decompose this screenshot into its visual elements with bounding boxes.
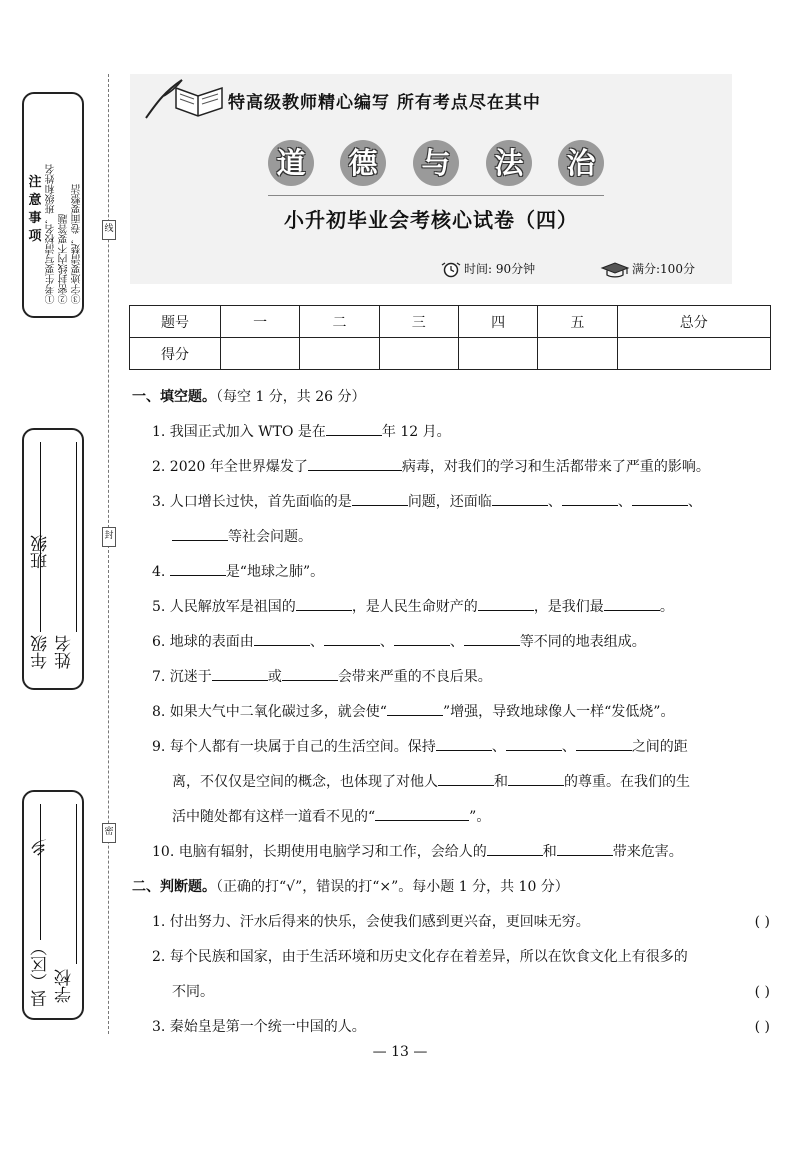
- question-text: 5. 人民解放军是祖国的: [152, 599, 296, 615]
- table-cell: 一: [221, 306, 300, 338]
- county-line[interactable]: [40, 804, 41, 940]
- answer-blank[interactable]: [478, 596, 534, 611]
- answer-blank[interactable]: [387, 701, 443, 716]
- question-text: 等不同的地表组成。: [519, 634, 646, 650]
- table-cell: 五: [538, 306, 617, 338]
- question-text: 会带来严重的不良后果。: [337, 669, 492, 685]
- question-text: 1. 付出努力、汗水后得来的快乐，会使我们感到更兴奋，更回味无穷。: [152, 914, 590, 930]
- section-judge-heading: [132, 870, 774, 905]
- answer-blank[interactable]: [172, 526, 228, 541]
- question-8: [132, 695, 774, 730]
- question-text: ，是我们最: [533, 599, 604, 615]
- table-cell: 三: [379, 306, 458, 338]
- clock-icon: [440, 262, 462, 278]
- separator: 、: [687, 494, 702, 510]
- question-text: 4.: [152, 564, 170, 580]
- answer-blank[interactable]: [506, 736, 562, 751]
- question-text: ，是人民生命财产的: [351, 599, 478, 615]
- class-label: 班级: [31, 535, 51, 569]
- cut-label-line: 线: [102, 220, 116, 240]
- header-slogan: 特高级教师精心编写 所有考点尽在其中: [228, 93, 541, 113]
- question-text: 离，不仅仅是空间的概念，也体现了对他人: [172, 774, 438, 790]
- grade-label: 年级: [31, 635, 51, 669]
- answer-blank[interactable]: [438, 771, 494, 786]
- table-row-score: [130, 338, 771, 370]
- name-line[interactable]: [76, 442, 77, 632]
- time-text: 时间: 90分钟: [464, 262, 536, 276]
- judge-question-3: [132, 1010, 774, 1045]
- question-text: 3. 秦始皇是第一个统一中国的人。: [152, 1019, 366, 1035]
- cut-label-seal: 封: [102, 527, 116, 547]
- question-text: 3. 人口增长过快，首先面临的是: [152, 494, 352, 510]
- question-text: 。: [659, 599, 674, 615]
- question-text: 和: [494, 774, 508, 790]
- answer-blank[interactable]: [394, 631, 450, 646]
- answer-blank[interactable]: [487, 841, 543, 856]
- separator: 、: [379, 634, 394, 650]
- notice-item-1: ①考生要写清校名，班级和姓名: [46, 164, 57, 304]
- time-info: [440, 260, 535, 278]
- cut-label-secret: 密: [102, 823, 116, 843]
- separator: 、: [491, 739, 506, 755]
- notice-title: 注意事项: [28, 175, 42, 244]
- question-10: [132, 835, 774, 870]
- question-text: 1. 我国正式加入 WTO 是在: [152, 424, 326, 440]
- question-text: 或: [267, 669, 282, 685]
- notice-box: [22, 92, 84, 318]
- subject-title: [268, 140, 608, 188]
- question-text: 年 12 月。: [381, 424, 451, 440]
- notice-item-3: ③字迹要清楚，卷面要整洁: [72, 184, 83, 304]
- question-text: 等社会问题。: [228, 529, 312, 545]
- score-cell[interactable]: [458, 338, 537, 370]
- question-text: 病毒，对我们的学习和生活都带来了严重的影响。: [401, 459, 710, 475]
- answer-blank[interactable]: [576, 736, 632, 751]
- table-cell: 二: [300, 306, 379, 338]
- answer-blank[interactable]: [308, 456, 402, 471]
- county-school-box: [22, 790, 84, 1020]
- answer-blank[interactable]: [508, 771, 564, 786]
- section-title: 一、填空题。: [132, 389, 216, 405]
- subject-char-5: 治: [558, 140, 604, 186]
- answer-blank[interactable]: [604, 596, 660, 611]
- answer-blank[interactable]: [170, 561, 226, 576]
- question-text: 和: [542, 844, 557, 860]
- answer-paren[interactable]: ( ): [754, 984, 770, 1000]
- subject-char-2: 德: [340, 140, 386, 186]
- question-text: 之间的距: [631, 739, 688, 755]
- school-line[interactable]: [76, 804, 77, 964]
- answer-blank[interactable]: [436, 736, 492, 751]
- score-cell[interactable]: [617, 338, 770, 370]
- question-text: 问题，还面临: [407, 494, 492, 510]
- answer-blank[interactable]: [375, 806, 469, 821]
- answer-blank[interactable]: [632, 491, 688, 506]
- answer-blank[interactable]: [352, 491, 408, 506]
- header-divider: [268, 195, 604, 196]
- score-cell[interactable]: [221, 338, 300, 370]
- judge-question-1: [132, 905, 774, 940]
- question-content: [132, 380, 774, 1045]
- question-6: [132, 625, 774, 660]
- question-text: ”。: [469, 809, 491, 825]
- answer-blank[interactable]: [557, 841, 613, 856]
- table-cell: 题号: [130, 306, 221, 338]
- answer-paren[interactable]: ( ): [754, 914, 770, 930]
- score-info: [600, 260, 695, 278]
- table-cell: 得分: [130, 338, 221, 370]
- answer-blank[interactable]: [562, 491, 618, 506]
- seal-cut-line: [108, 74, 109, 1034]
- answer-blank[interactable]: [464, 631, 520, 646]
- question-3-cont: [132, 520, 774, 555]
- question-1: [132, 415, 774, 450]
- question-text: 是“地球之肺”。: [225, 564, 325, 580]
- graduation-cap-icon: [600, 262, 630, 278]
- section-note: （每空 1 分，共 26 分）: [216, 389, 366, 405]
- county-label: 县（区）: [31, 939, 51, 1007]
- separator: 、: [617, 494, 632, 510]
- answer-blank[interactable]: [212, 666, 268, 681]
- paper-title: 小升初毕业会考核心试卷（四）: [284, 208, 578, 232]
- judge-question-2: [132, 940, 774, 975]
- section-fill-blank-heading: [132, 380, 774, 415]
- question-9: [132, 730, 774, 765]
- question-text: 6. 地球的表面由: [152, 634, 254, 650]
- subject-char-1: 道: [268, 140, 314, 186]
- separator: 、: [547, 494, 562, 510]
- question-5: [132, 590, 774, 625]
- question-4: [132, 555, 774, 590]
- answer-blank[interactable]: [296, 596, 352, 611]
- page-number: — 13 —: [372, 1044, 428, 1060]
- grade-class-name-box: [22, 428, 84, 690]
- question-text: 带来危害。: [612, 844, 683, 860]
- answer-blank[interactable]: [492, 491, 548, 506]
- score-cell[interactable]: [538, 338, 617, 370]
- question-text: 2. 每个民族和国家，由于生活环境和历史文化存在着差异，所以在饮食文化上有很多的: [152, 949, 688, 965]
- section-title: 二、判断题。: [132, 879, 216, 895]
- separator: 、: [561, 739, 576, 755]
- question-text: 不同。: [172, 984, 214, 1000]
- score-cell[interactable]: [300, 338, 379, 370]
- question-9-cont-1: [132, 765, 774, 800]
- answer-blank[interactable]: [326, 421, 382, 436]
- answer-blank[interactable]: [324, 631, 380, 646]
- question-text: 8. 如果大气中二氧化碳过多，就会使“: [152, 704, 387, 720]
- question-text: 的尊重。在我们的生: [564, 774, 690, 790]
- question-text: 7. 沉迷于: [152, 669, 212, 685]
- question-text: ”增强，导致地球像人一样“发低烧”。: [442, 704, 675, 720]
- subject-char-3: 与: [413, 140, 459, 186]
- question-7: [132, 660, 774, 695]
- answer-blank[interactable]: [254, 631, 310, 646]
- question-text: 活中随处都有这样一道看不见的“: [172, 809, 376, 825]
- table-cell: 总分: [617, 306, 770, 338]
- question-text: 9. 每个人都有一块属于自己的生活空间。保持: [152, 739, 436, 755]
- answer-paren[interactable]: ( ): [754, 1019, 770, 1035]
- notice-item-2: ②密封线内不要答题: [59, 214, 70, 304]
- question-9-cont-2: [132, 800, 774, 835]
- score-text: 满分:100分: [632, 262, 695, 276]
- separator: 、: [449, 634, 464, 650]
- section-note: （正确的打“√”，错误的打“×”。每小题 1 分，共 10 分）: [216, 879, 569, 895]
- school-label: 学校: [55, 969, 75, 1003]
- question-text: 2. 2020 年全世界爆发了: [152, 459, 308, 475]
- question-2: [132, 450, 774, 485]
- answer-blank[interactable]: [282, 666, 338, 681]
- separator: 、: [309, 634, 324, 650]
- score-cell[interactable]: [379, 338, 458, 370]
- name-label: 姓名: [55, 635, 75, 669]
- town-label: 乡: [31, 839, 51, 857]
- question-3: [132, 485, 774, 520]
- score-table: [129, 305, 771, 370]
- table-row-header: [130, 306, 771, 338]
- judge-question-2-cont: [132, 975, 774, 1010]
- subject-char-4: 法: [486, 140, 532, 186]
- table-cell: 四: [458, 306, 537, 338]
- book-quill-icon: [142, 74, 228, 120]
- question-text: 10. 电脑有辐射，长期使用电脑学习和工作，会给人的: [152, 844, 487, 860]
